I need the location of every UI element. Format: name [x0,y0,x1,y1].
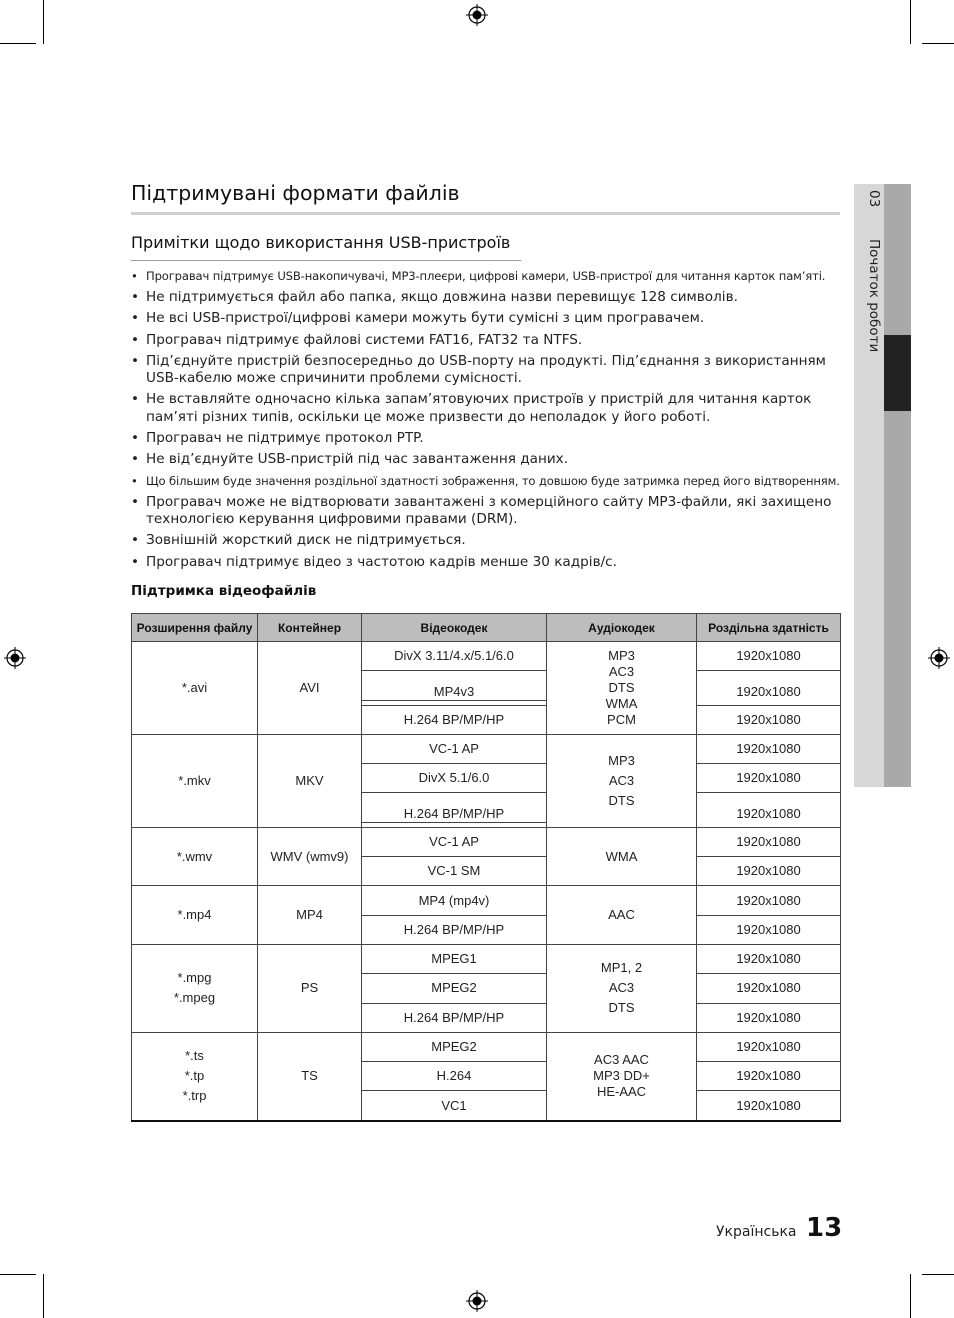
video-codec-cell: VC-1 SM [362,857,547,886]
container-cell: AVI [258,642,362,735]
resolution-cell: 1920x1080 [697,793,841,827]
chapter-tab-marker [884,335,911,411]
table-row [132,944,841,973]
video-codec-cell: MPEG1 [362,944,547,973]
list-item: • Під’єднуйте пристрій безпосередньо до USB-порту на продукті. Під’єднання з використанням USB-кабелю може спричинити проблеми сумісності. [131,352,826,387]
resolution-cell: 1920x1080 [697,642,841,671]
video-codec-cell: MP4v3 [362,671,547,705]
container-cell: TS [258,1032,362,1120]
resolution-cell: 1920x1080 [697,734,841,763]
column-header: Контейнер [258,614,362,642]
container-cell: PS [258,944,362,1032]
page-title: Підтримувані формати файлів [131,181,460,205]
video-codec-cell: DivX 3.11/4.x/5.1/6.0 [362,642,547,671]
registration-mark-icon [466,4,488,26]
list-item: • Не всі USB-пристрої/цифрові камери можуть бути сумісні з цим програвачем. [131,310,705,327]
crop-mark [910,0,911,44]
resolution-cell: 1920x1080 [697,944,841,973]
list-item: • Програвач підтримує файлові системи FAT16, FAT32 та NTFS. [131,331,583,348]
resolution-cell: 1920x1080 [697,886,841,915]
video-codec-cell: H.264 BP/MP/HP [362,1003,547,1032]
list-item: • Програвач може не відтворювати завантажені з комерційного сайту MP3-файли, які захищено технологією керування цифровими правами (DRM). [131,493,832,528]
column-header: Розширення файлу [132,614,258,642]
video-codec-cell: VC-1 AP [362,734,547,763]
list-item: • Зовнішній жорсткий диск не підтримується. [131,532,466,549]
extension-cell: *.mpg *.mpeg [132,944,258,1032]
column-header: Відеокодек [362,614,547,642]
audio-codec-cell: AAC [547,886,697,945]
video-codec-cell: VC-1 AP [362,827,547,856]
container-cell: MKV [258,734,362,827]
crop-mark [43,1274,44,1318]
crop-mark [0,1274,36,1275]
resolution-cell: 1920x1080 [697,827,841,856]
chapter-tab-strip [884,184,911,787]
list-item: • Не від’єднуйте USB-пристрій під час завантаження даних. [131,451,569,468]
list-item: • Програвач не підтримує протокол PTP. [131,430,424,447]
resolution-cell: 1920x1080 [697,1091,841,1121]
video-codec-cell: H.264 BP/MP/HP [362,915,547,944]
video-codec-cell: H.264 [362,1062,547,1091]
extension-cell: *.mp4 [132,886,258,945]
video-codec-cell: H.264 BP/MP/HP [362,793,547,827]
container-cell: MP4 [258,886,362,945]
audio-codec-cell: MP1, 2 AC3 DTS [547,944,697,1032]
video-codec-cell: DivX 5.1/6.0 [362,764,547,793]
crop-mark [0,43,36,44]
resolution-cell: 1920x1080 [697,1062,841,1091]
table-row [132,734,841,763]
resolution-cell: 1920x1080 [697,915,841,944]
title-divider [131,212,840,215]
crop-mark [922,43,954,44]
registration-mark-icon [466,1290,488,1312]
container-cell: WMV (wmv9) [258,827,362,886]
table-header-row [132,614,841,642]
resolution-cell: 1920x1080 [697,764,841,793]
extension-cell: *.avi [132,642,258,735]
chapter-title: Початок роботи [866,239,882,353]
list-item: • Програвач підтримує USB-накопичувачі, MP3-плеєри, цифрові камери, USB-пристрої для читання карток пам’яті. [131,269,826,283]
crop-mark [43,0,44,44]
column-header: Роздільна здатність [697,614,841,642]
resolution-cell: 1920x1080 [697,857,841,886]
resolution-cell: 1920x1080 [697,974,841,1003]
usb-notes-heading: Примітки щодо використання USB-пристроїв [131,233,511,252]
footer-language: Українська [716,1224,797,1240]
list-item: • Що більшим буде значення роздільної здатності зображення, то довшою буде затримка перед його відтворенням. [131,473,840,488]
audio-codec-cell: WMA [547,827,697,886]
video-codec-cell: MPEG2 [362,974,547,1003]
registration-mark-icon [928,647,950,669]
list-item: • Програвач підтримує відео з частотою кадрів менше 30 кадрів/с. [131,553,617,570]
video-codec-cell: MPEG2 [362,1032,547,1061]
video-formats-table [131,613,841,1122]
crop-mark [922,1274,954,1275]
table-row [132,642,841,671]
extension-cell: *.mkv [132,734,258,827]
table-row [132,886,841,915]
resolution-cell: 1920x1080 [697,705,841,734]
list-item: • Не підтримується файл або папка, якщо довжина назви перевищує 128 символів. [131,289,738,306]
table-row [132,827,841,856]
resolution-cell: 1920x1080 [697,1003,841,1032]
video-support-heading: Підтримка відеофайлів [131,583,317,599]
list-item: • Не вставляйте одночасно кілька запам’ятовуючих пристроїв у пристрій для читання карток пам’яті різних типів, оскільки це може призвести до неполадок у його роботі. [131,391,812,425]
usb-notes-list [131,268,843,575]
chapter-tab-label [858,190,882,390]
crop-mark [910,1274,911,1318]
registration-mark-icon [4,647,26,669]
audio-codec-cell: MP3 AC3 DTS WMA PCM [547,642,697,735]
extension-cell: *.wmv [132,827,258,886]
subtitle-underline [131,260,521,261]
video-codec-cell: VC1 [362,1091,547,1121]
column-header: Аудіокодек [547,614,697,642]
resolution-cell: 1920x1080 [697,671,841,705]
video-codec-cell: H.264 BP/MP/HP [362,705,547,734]
chapter-number: 03 [866,190,882,208]
video-codec-cell: MP4 (mp4v) [362,886,547,915]
audio-codec-cell: AC3 AAC MP3 DD+ HE-AAC [547,1032,697,1120]
extension-cell: *.ts *.tp *.trp [132,1032,258,1120]
audio-codec-cell: MP3 AC3 DTS [547,734,697,827]
page-number: 13 [806,1213,843,1243]
resolution-cell: 1920x1080 [697,1032,841,1061]
table-row [132,1032,841,1061]
